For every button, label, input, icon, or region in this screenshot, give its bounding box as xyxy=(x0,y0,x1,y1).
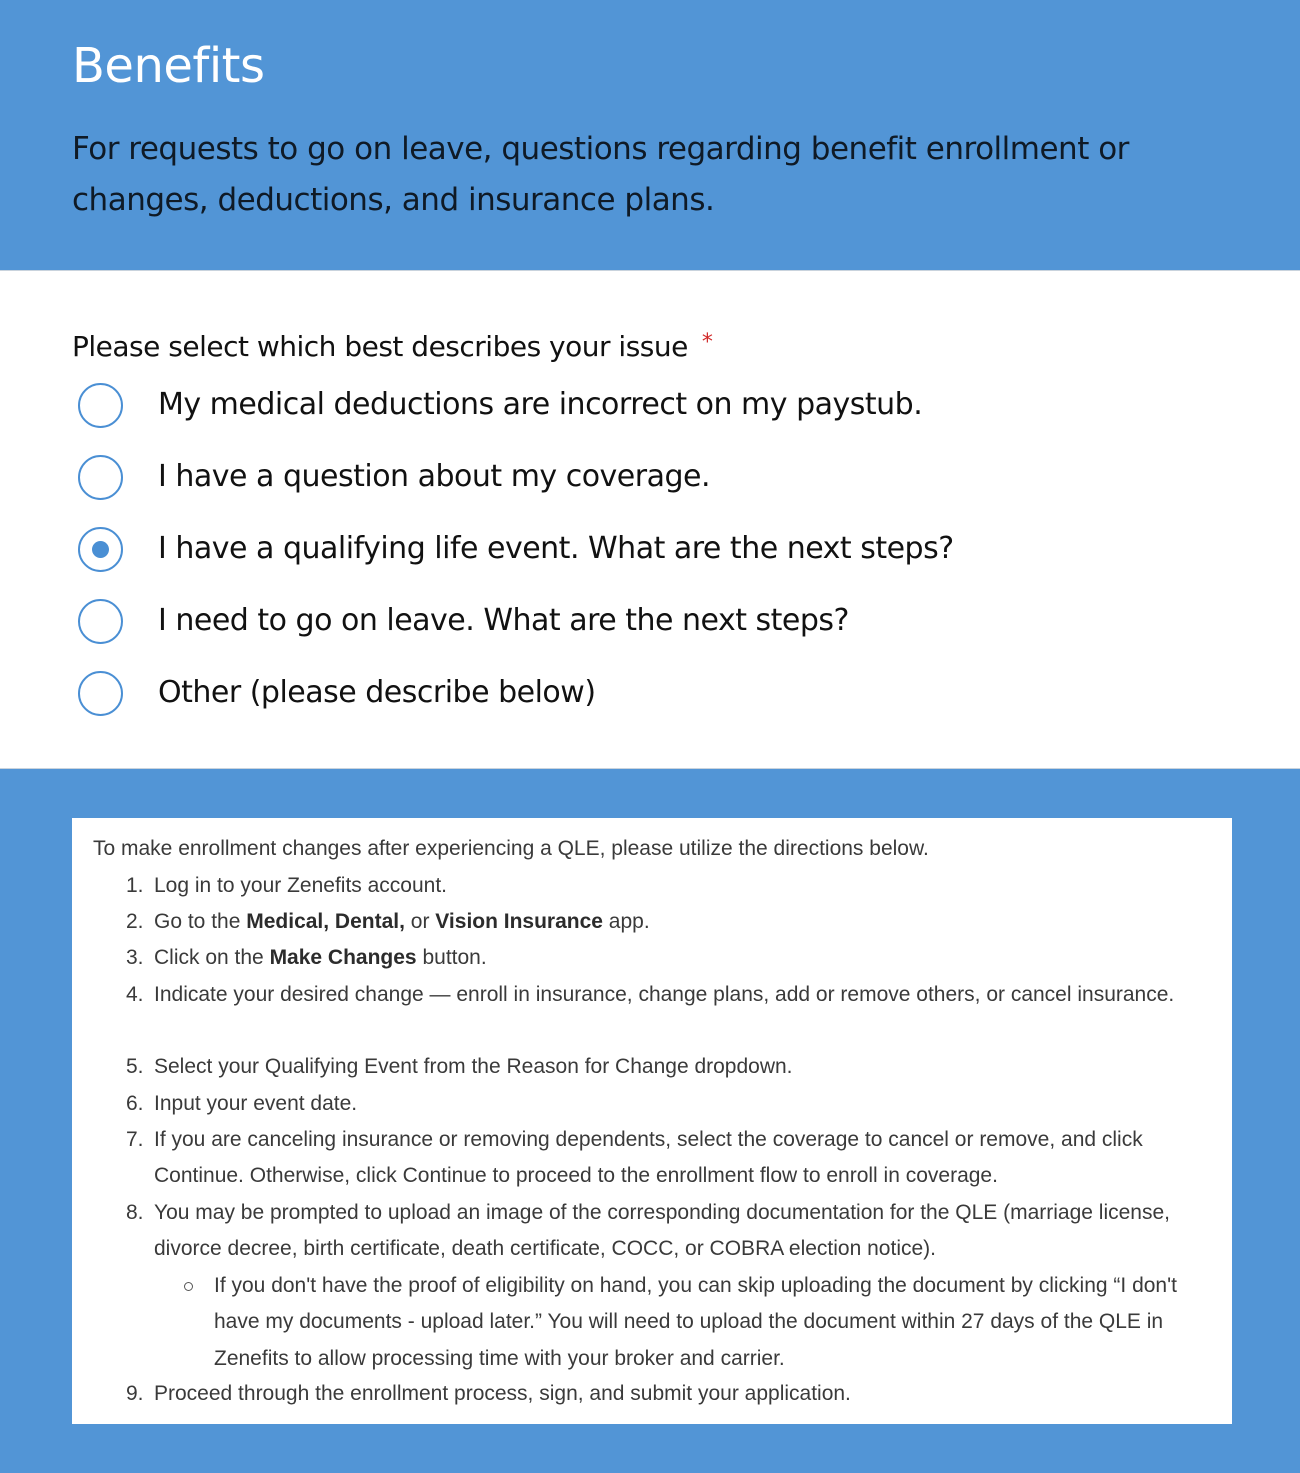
step-number: 1. xyxy=(126,874,144,897)
step-text: Log in to your Zenefits account. xyxy=(154,874,448,897)
header-banner xyxy=(0,0,1300,271)
step-number: 4. xyxy=(126,983,144,1006)
radio-button[interactable] xyxy=(78,383,123,428)
radio-option-label[interactable]: I have a qualifying life event. What are the next steps? xyxy=(158,531,954,566)
step-number: 6. xyxy=(126,1092,144,1115)
step-number: 2. xyxy=(126,910,144,933)
step-text-bold: Vision Insurance xyxy=(435,910,603,933)
step-text-part: app. xyxy=(602,910,650,933)
page-description: For requests to go on leave, questions regarding benefit enrollment or changes, deductions, and insurance plans. xyxy=(72,131,1129,218)
step-item xyxy=(126,1086,1206,1122)
radio-option-qualifying-life-event[interactable] xyxy=(78,527,1078,577)
radio-option-go-on-leave[interactable] xyxy=(78,599,1078,649)
step-item xyxy=(126,977,1206,1013)
instructions-panel xyxy=(0,768,1300,1473)
step-text-part: Click on the xyxy=(154,946,270,969)
question-label-text: Please select which best describes your issue xyxy=(72,330,688,363)
step-text-bold: Make Changes xyxy=(269,946,417,969)
step-item xyxy=(126,1376,1206,1412)
sub-bullet-item xyxy=(184,1268,1194,1377)
radio-selected-dot xyxy=(92,541,109,558)
radio-button[interactable] xyxy=(78,455,123,500)
step-item xyxy=(126,1195,1206,1268)
step-text: Select your Qualifying Event from the Reason for Change dropdown. xyxy=(154,1055,793,1078)
step-text: Input your event date. xyxy=(154,1092,358,1115)
step-text: If you are canceling insurance or removing dependents, select the coverage to cancel or remove, and click Continue. Otherwise, click Continue to proceed to the enrollment flow to enroll in coverage. xyxy=(154,1128,1143,1188)
instructions-intro: To make enrollment changes after experiencing a QLE, please utilize the directions below. xyxy=(93,837,929,860)
radio-option-label[interactable]: Other (please describe below) xyxy=(158,675,596,710)
sub-bullet-text: If you don't have the proof of eligibility on hand, you can skip uploading the document by clicking “I don't have my documents - upload later.” You will need to upload the document within 27 days of the QLE in Zenefits to allow processing time with your broker and carrier. xyxy=(214,1274,1177,1370)
radio-button-selected[interactable] xyxy=(78,527,123,572)
step-number: 9. xyxy=(126,1382,144,1405)
issue-question xyxy=(0,271,1300,768)
step-item xyxy=(126,868,1206,904)
radio-option-other[interactable] xyxy=(78,671,1078,721)
step-text: Proceed through the enrollment process, sign, and submit your application. xyxy=(154,1382,851,1405)
step-text-bold: Medical, Dental, xyxy=(246,910,405,933)
radio-button[interactable] xyxy=(78,599,123,644)
step-text xyxy=(154,904,1194,940)
step-text xyxy=(154,940,1194,976)
radio-option-label[interactable]: My medical deductions are incorrect on my paystub. xyxy=(158,387,923,422)
radio-option-coverage-question[interactable] xyxy=(78,455,1078,505)
radio-option-medical-deductions[interactable] xyxy=(78,383,1078,433)
step-number: 3. xyxy=(126,946,144,969)
step-text: You may be prompted to upload an image of the corresponding documentation for the QLE (marriage license, divorce decree, birth certificate, death certificate, COCC, or COBRA election notice). xyxy=(154,1201,1170,1261)
step-text: Indicate your desired change — enroll in insurance, change plans, add or remove others, or cancel insurance. xyxy=(154,983,1175,1006)
step-text-part: Go to the xyxy=(154,910,247,933)
radio-option-label[interactable]: I have a question about my coverage. xyxy=(158,459,711,494)
step-text-part: or xyxy=(404,910,436,933)
required-asterisk: * xyxy=(701,330,713,355)
step-number: 8. xyxy=(126,1201,144,1224)
hollow-bullet-icon xyxy=(184,1282,193,1291)
radio-option-label[interactable]: I need to go on leave. What are the next steps? xyxy=(158,603,849,638)
instructions-card xyxy=(72,818,1232,1424)
step-item xyxy=(126,940,1206,976)
step-number: 7. xyxy=(126,1128,144,1151)
step-item xyxy=(126,1049,1206,1085)
radio-button[interactable] xyxy=(78,671,123,716)
step-text-part: button. xyxy=(416,946,487,969)
step-number: 5. xyxy=(126,1055,144,1078)
question-label xyxy=(72,327,712,367)
step-item xyxy=(126,1122,1206,1195)
step-item xyxy=(126,904,1206,940)
page-title: Benefits xyxy=(72,38,265,94)
